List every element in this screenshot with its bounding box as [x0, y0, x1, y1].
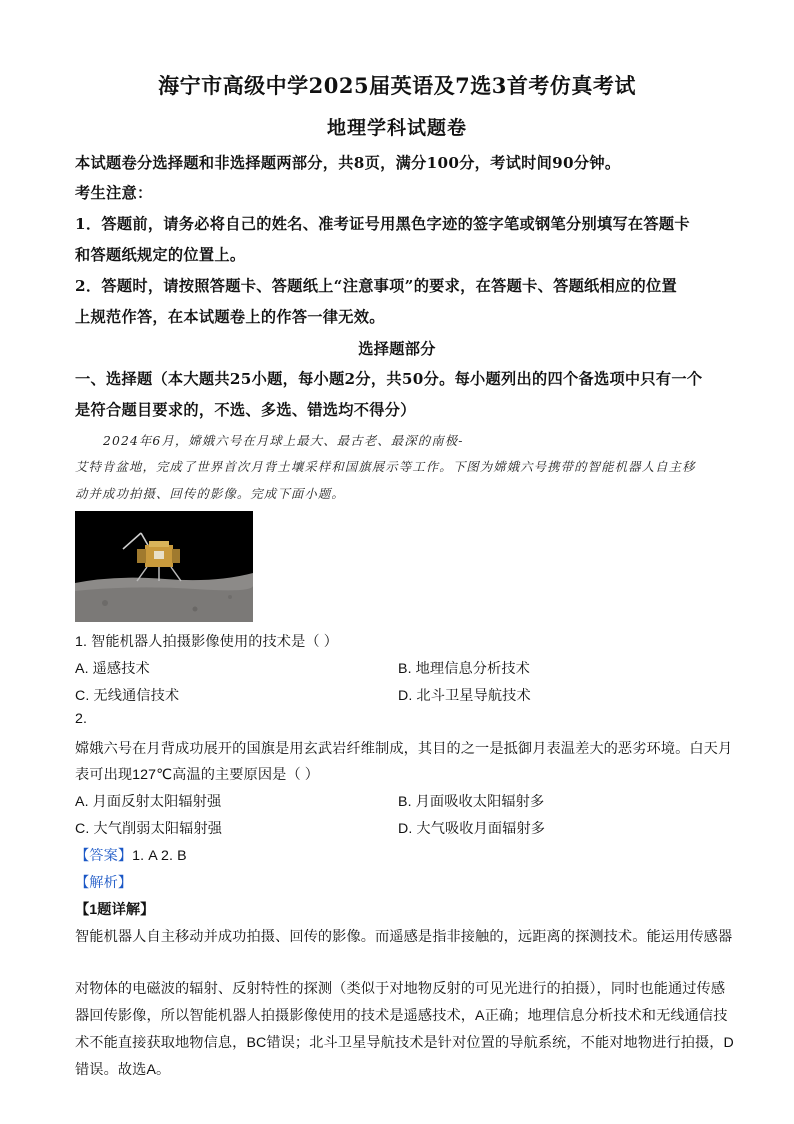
q2-option-a: A. 月面反射太阳辐射强 — [75, 794, 222, 810]
answer-value: 1. A 2. B — [132, 848, 187, 864]
part1-instructions-line-2: 是符合题目要求的，不选、多选、错选均不得分） — [75, 401, 416, 419]
detail-1-label: 【1题详解】 — [75, 902, 155, 918]
story-line-3: 动并成功拍摄、回传的影像。完成下面小题。 — [75, 486, 345, 501]
q2-stem-line-1: 嫦娥六号在月背成功展开的国旗是用玄武岩纤维制成，其目的之一是抵御月表温差大的恶劣环境。白天月 — [75, 741, 733, 757]
detail-1-line-1: 智能机器人自主移动并成功拍摄、回传的影像。而遥感是指非接触的，远距离的探测技术。能运用传感器 — [75, 929, 733, 945]
notice-item-2-line-1: 2．答题时，请按照答题卡、答题纸上“注意事项”的要求，在答题卡、答题纸相应的位置 — [75, 277, 677, 295]
exam-title: 海宁市高级中学2025届英语及7选3首考仿真考试 — [158, 73, 636, 98]
q1-option-a: A. 遥感技术 — [75, 661, 150, 677]
q1-option-d: D. 北斗卫星导航技术 — [398, 688, 531, 704]
detail-1-line-3: 器回传影像，所以智能机器人拍摄影像使用的技术是遥感技术，A正确；地理信息分析技术和无线通信技 — [75, 1008, 728, 1024]
notice-item-2-line-2: 上规范作答，在本试题卷上的作答一律无效。 — [75, 308, 385, 326]
notice-item-1-line-1: 1．答题前，请务必将自己的姓名、准考证号用黑色字迹的签字笔或钢笔分别填写在答题卡 — [75, 215, 690, 233]
part1-instructions-line-1: 一、选择题（本大题共25小题，每小题2分，共50分。每小题列出的四个备选项中只有一个 — [75, 370, 703, 388]
lander-photo — [75, 511, 253, 622]
q2-stem-line-2: 表可出现127℃高温的主要原因是（ ） — [75, 767, 320, 783]
q2-option-c: C. 大气削弱太阳辐射强 — [75, 821, 223, 837]
q1-stem: 1. 智能机器人拍摄影像使用的技术是（ ） — [75, 634, 339, 650]
story-line-2: 艾特肯盆地，完成了世界首次月背土壤采样和国旗展示等工作。下图为嫦娥六号携带的智能机器人自主移 — [75, 459, 696, 474]
analysis-label: 【解析】 — [75, 875, 133, 891]
q2-option-d: D. 大气吸收月面辐射多 — [398, 821, 546, 837]
story-line-1: 2024年6月，嫦娥六号在月球上最大、最古老、最深的南极- — [103, 433, 464, 448]
answer-row — [75, 845, 187, 865]
detail-1-line-4: 术不能直接获取地物信息，BC错误；北斗卫星导航技术是针对位置的导航系统，不能对地物进行拍摄，D — [75, 1035, 734, 1051]
q1-option-c: C. 无线通信技术 — [75, 688, 180, 704]
q2-number: 2. — [75, 711, 88, 727]
answer-label: 【答案】 — [75, 848, 133, 864]
detail-1-line-2: 对物体的电磁波的辐射、反射特性的探测（类似于对地物反射的可见光进行的拍摄），同时也能通过传感 — [75, 981, 726, 997]
notice-item-1-line-2: 和答题纸规定的位置上。 — [75, 246, 246, 264]
detail-1-line-5: 错误。故选A。 — [75, 1062, 171, 1078]
q1-option-b: B. 地理信息分析技术 — [398, 661, 530, 677]
notice-heading: 考生注意： — [75, 184, 153, 202]
intro-text: 本试题卷分选择题和非选择题两部分，共8页，满分100分，考试时间90分钟。 — [75, 154, 621, 172]
q2-option-b: B. 月面吸收太阳辐射多 — [398, 794, 545, 810]
section-title: 选择题部分 — [358, 340, 436, 358]
exam-subtitle: 地理学科试题卷 — [326, 117, 467, 139]
